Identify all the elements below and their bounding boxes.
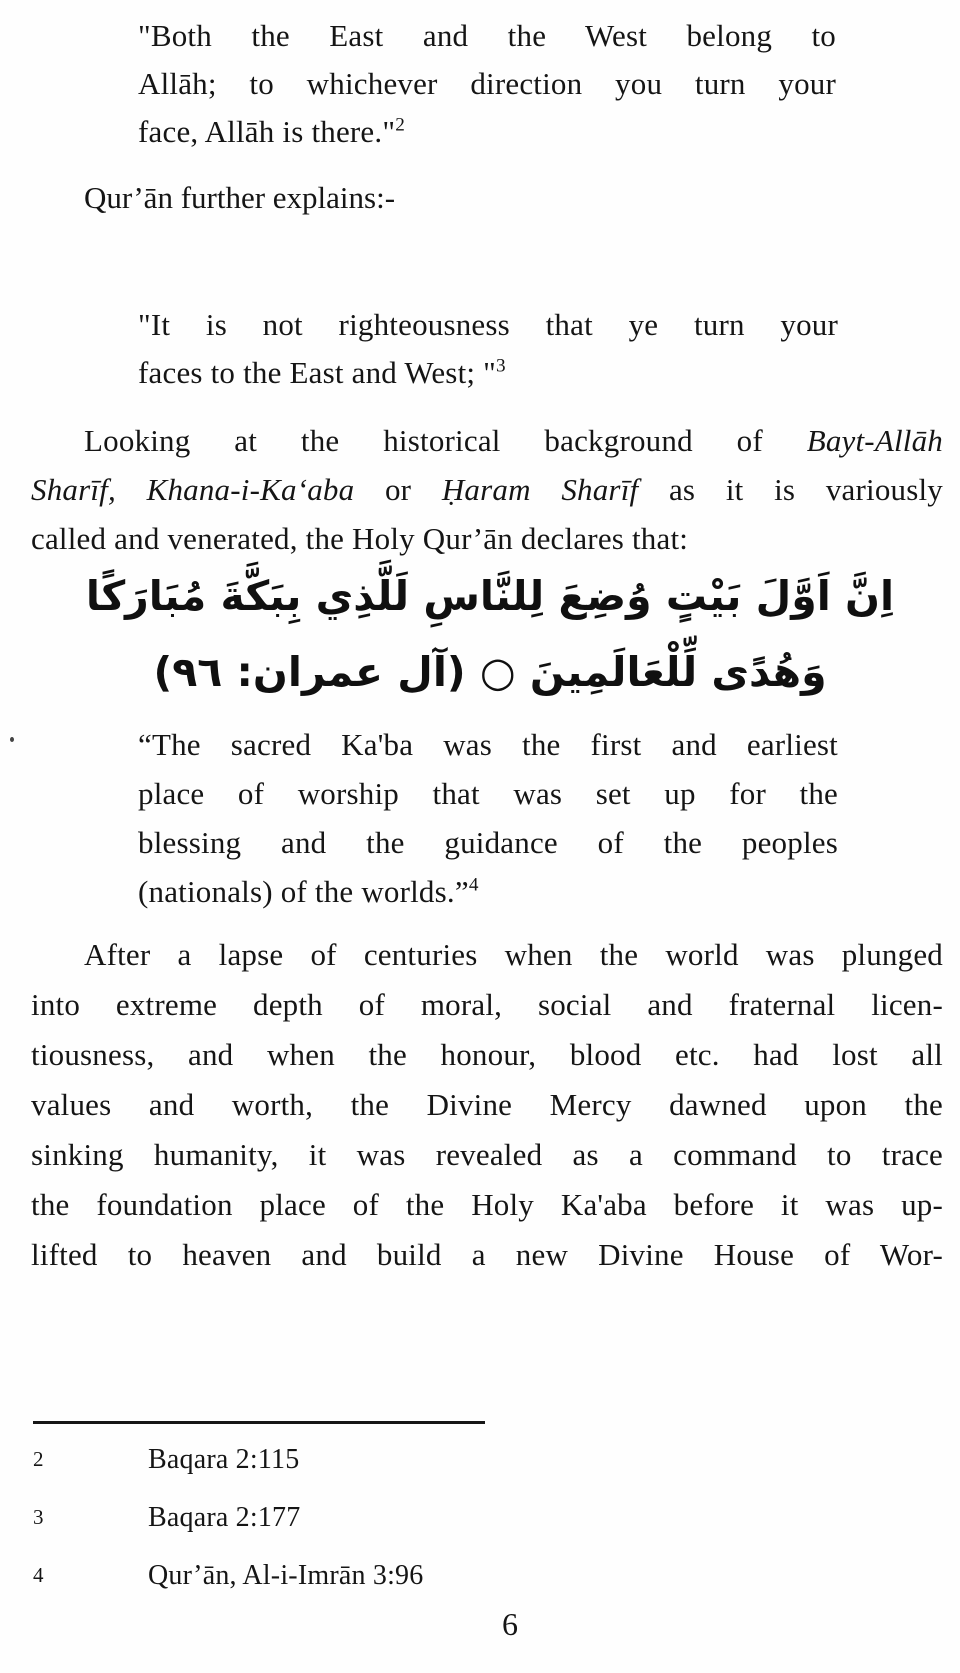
footnote-marker: 3 — [496, 355, 506, 377]
quote-line: place of worship that was set up for the — [138, 776, 838, 811]
para-line: into extreme depth of moral, social and fraternal licen- — [31, 987, 943, 1022]
para-line: called and venerated, the Holy Qur’ān declares that: — [31, 521, 689, 556]
quote-line — [138, 867, 838, 916]
quote-line — [138, 108, 836, 156]
para-line: sinking humanity, it was revealed as a command to trace — [31, 1137, 943, 1172]
page-number: 6 — [502, 1606, 518, 1642]
footnote-separator — [33, 1421, 485, 1424]
footnote-ref: 2 — [33, 1447, 44, 1471]
para-after-lapse — [31, 930, 943, 1280]
para-line — [31, 465, 943, 514]
para-line-text: as it is variously — [638, 472, 943, 507]
para-line: tiousness, and when the honour, blood etc. had lost all — [31, 1037, 943, 1072]
quote-line-text: (nationals) of the worlds.” — [138, 874, 469, 909]
quote-righteousness — [138, 301, 838, 397]
para-line: After a lapse of centuries when the world was plunged — [84, 937, 943, 972]
footnote-text: Baqara 2:177 — [148, 1502, 301, 1533]
lead-in-text: Qur’ān further explains:- — [84, 180, 396, 215]
footnote-marker: 2 — [395, 114, 406, 136]
arabic-verse — [40, 558, 940, 710]
arabic-verse-line-1: اِنَّ اَوَّلَ بَيْتٍ وُضِعَ لِلنَّاسِ لَلَّذِي بِبَكَّةَ مُبَارَكًا — [85, 572, 895, 620]
footnotes-block — [33, 1444, 673, 1618]
para-line: the foundation place of the Holy Ka'aba before it was up- — [31, 1187, 943, 1222]
footnote-ref: 3 — [33, 1505, 44, 1529]
footnote-ref: 4 — [33, 1563, 44, 1587]
para-line-text: Looking at the historical background of — [84, 423, 807, 458]
para-line: lifted to heaven and build a new Divine House of Wor- — [31, 1237, 943, 1272]
italic-term: Ḥaram Sharīf — [441, 472, 639, 507]
quote-line: "It is not righteousness that ye turn your — [138, 307, 838, 342]
footnote-text: Baqara 2:115 — [148, 1444, 300, 1475]
quote-line-text: faces to the East and West; " — [138, 355, 497, 390]
quote-line: Allāh; to whichever direction you turn your — [138, 66, 836, 101]
para-line-text: or — [354, 472, 442, 507]
quote-line-text: face, Allāh is there." — [138, 114, 396, 149]
scan-speck-dot — [10, 737, 14, 742]
quote-line: blessing and the guidance of the peoples — [138, 825, 838, 860]
quote-line: "Both the East and the West belong to — [138, 18, 836, 53]
italic-term: Bayt-Allāh — [806, 423, 943, 458]
italic-term: Sharīf, Khana-i-Ka‘aba — [31, 472, 355, 507]
para-looking — [31, 416, 943, 563]
para-line — [31, 416, 943, 465]
quote-line — [138, 349, 838, 397]
arabic-verse-line-2: وَهُدًى لِّلْعَالَمِينَ ○ (آل عمران: ٩٦) — [153, 648, 827, 696]
footnote-marker: 4 — [468, 874, 479, 896]
quote-line: “The sacred Ka'ba was the first and earliest — [138, 727, 838, 762]
footnote-row — [33, 1502, 673, 1560]
quote-east-west — [138, 12, 836, 156]
footnote-row — [33, 1560, 673, 1618]
para-line: values and worth, the Divine Mercy dawned upon the — [31, 1087, 943, 1122]
footnote-text: Qur’ān, Al-i-Imrān 3:96 — [148, 1560, 424, 1591]
footnote-row — [33, 1444, 673, 1502]
quote-kaaba — [138, 720, 838, 916]
